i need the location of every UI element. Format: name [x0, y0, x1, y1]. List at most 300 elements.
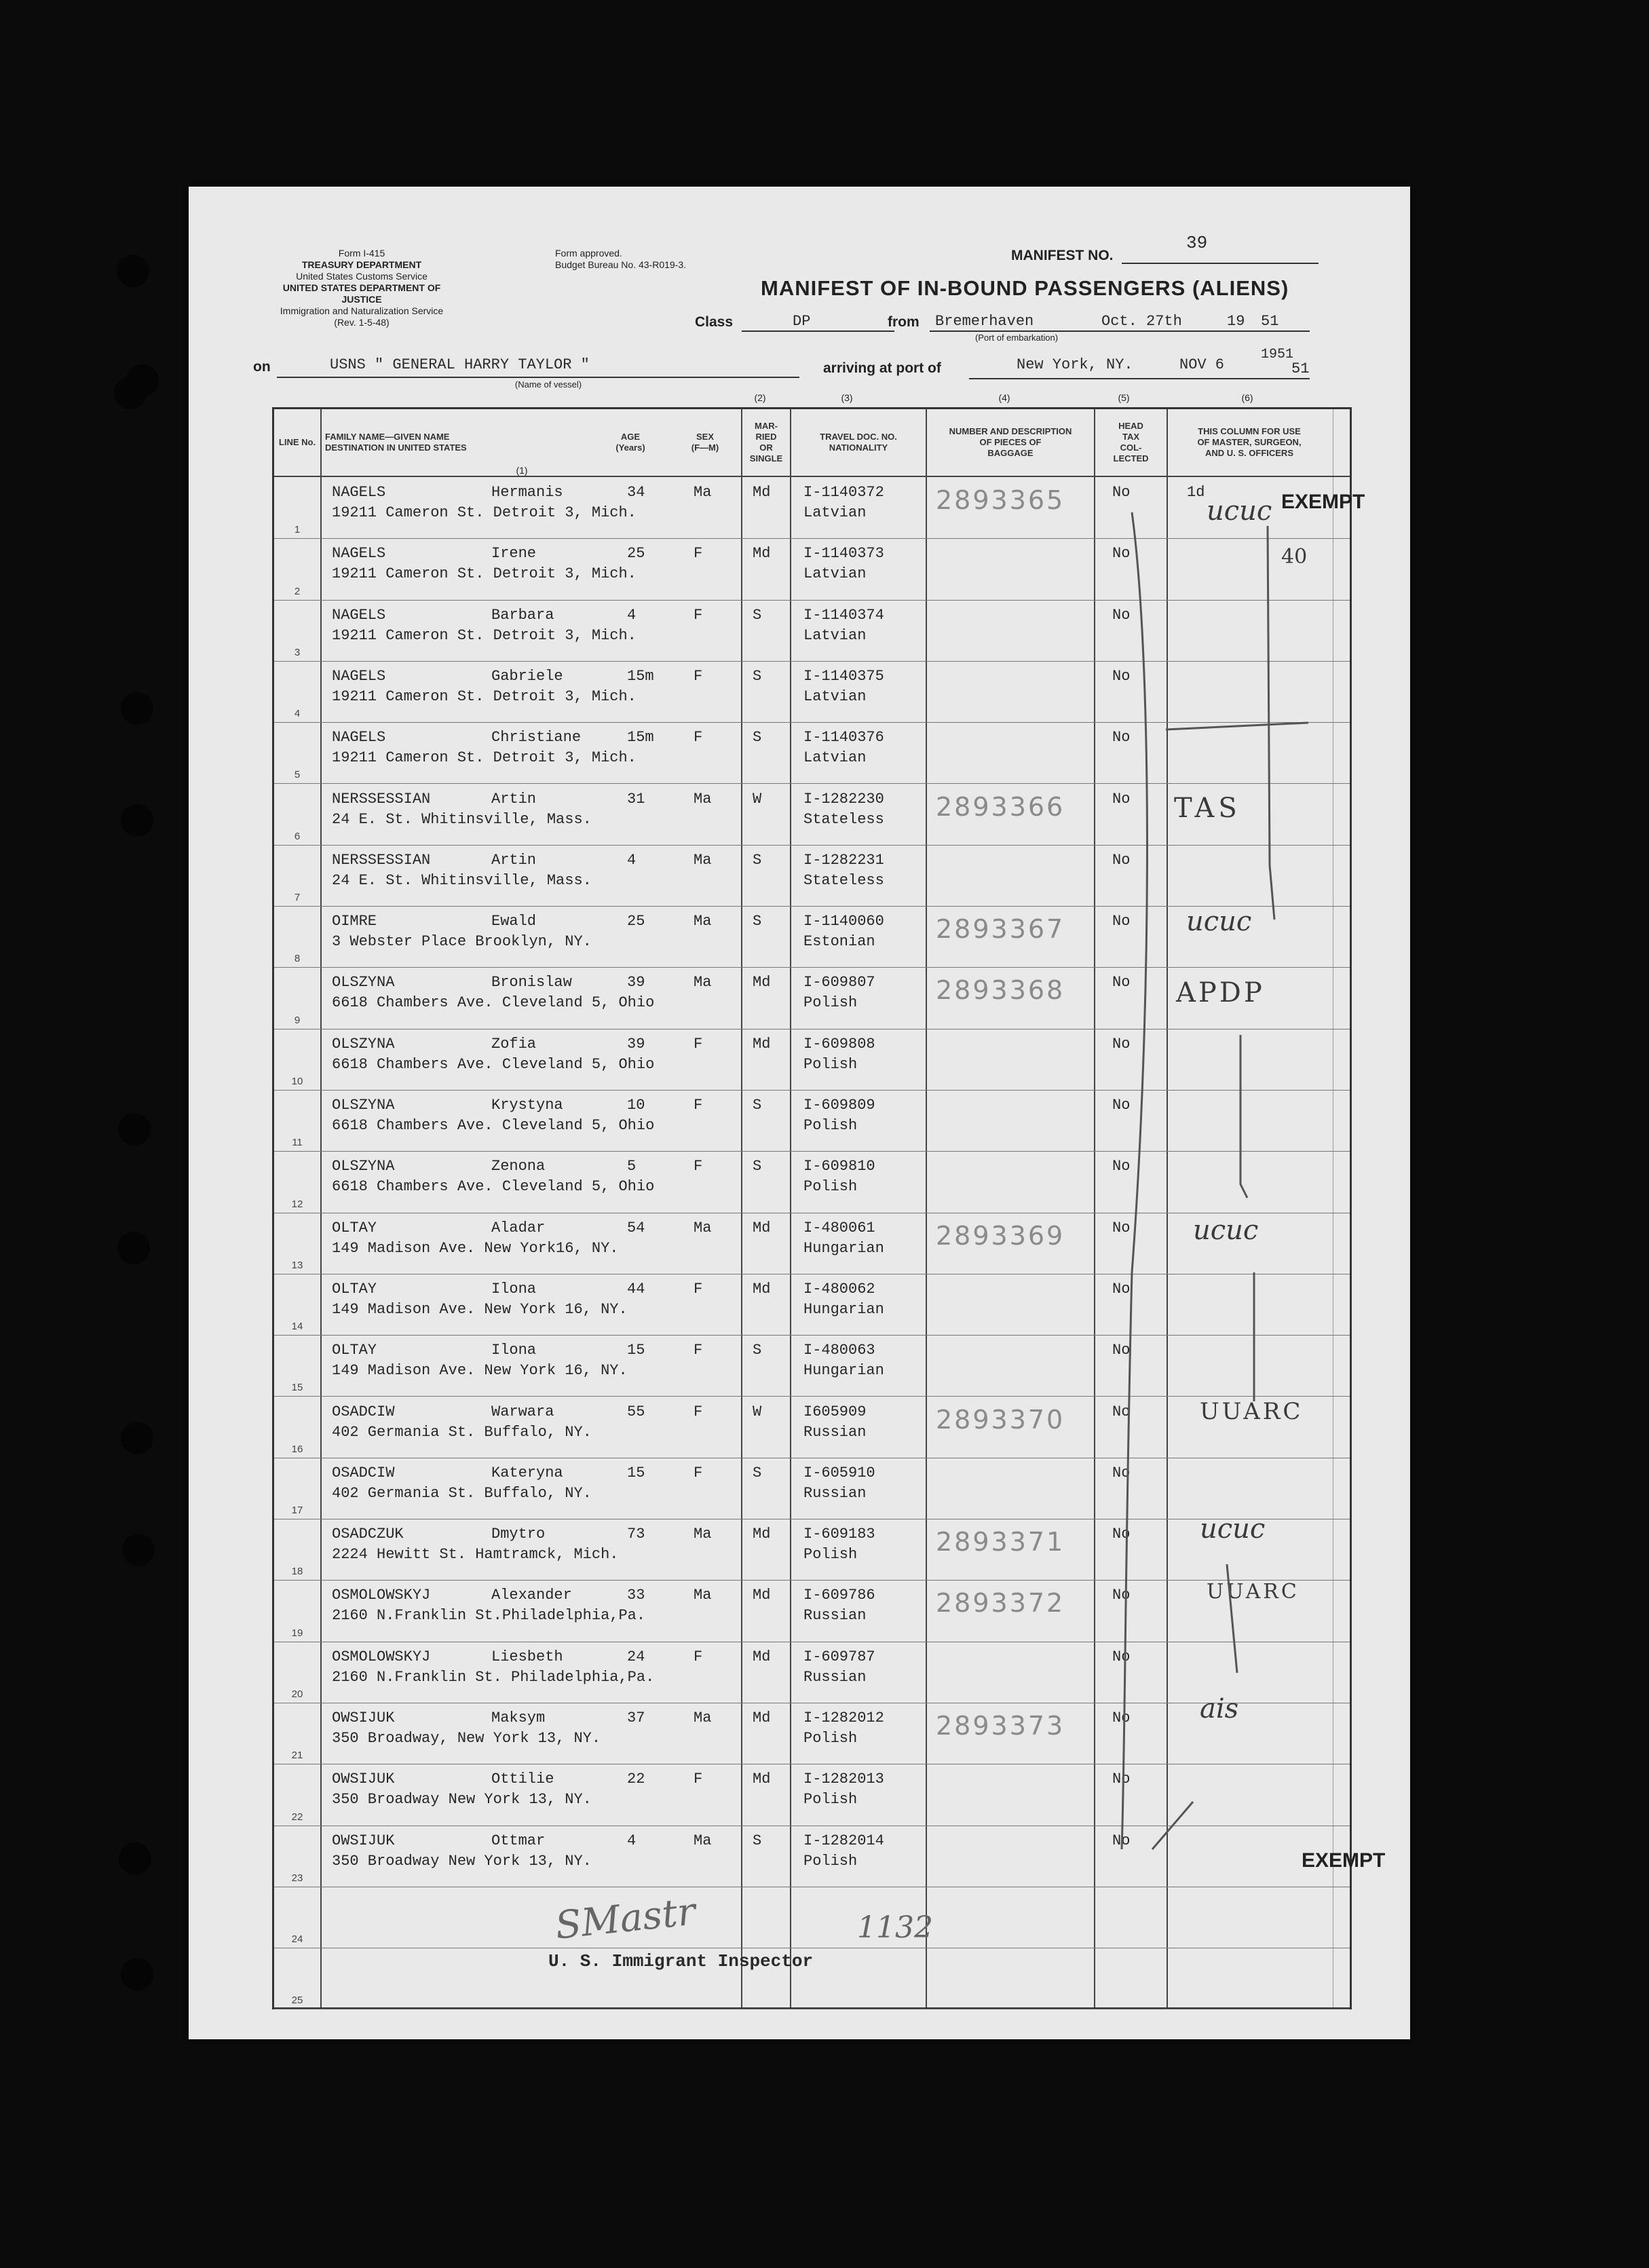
manifest-title: MANIFEST OF IN-BOUND PASSENGERS (ALIENS) — [761, 276, 1289, 300]
age: 31 — [627, 790, 645, 808]
vessel-line — [277, 377, 799, 378]
agency-mark: ucuc — [1200, 1513, 1266, 1545]
agency-mark: UUARC — [1200, 1398, 1304, 1425]
travel-doc-no: I-1140060 — [803, 913, 884, 930]
travel-doc-no: I-1282231 — [803, 851, 884, 869]
sex: Ma — [694, 1526, 712, 1543]
family-name: OWSIJUK — [332, 1832, 395, 1849]
baggage-tag: 2893368 — [936, 975, 1065, 1006]
sex: F — [694, 1280, 703, 1298]
marital-status: Md — [753, 1587, 771, 1604]
age: 55 — [627, 1403, 645, 1420]
family-name: NERSSESSIAN — [332, 851, 431, 869]
travel-doc-no: I-1282013 — [803, 1771, 884, 1788]
travel-doc-no: I-1140372 — [803, 484, 884, 501]
travel-doc-no: I-1282014 — [803, 1832, 884, 1849]
line-number: 9 — [294, 1014, 301, 1026]
punch-hole — [122, 1534, 155, 1566]
family-name: OIMRE — [332, 913, 377, 930]
line-number: 18 — [291, 1566, 303, 1578]
travel-doc-no: I-1140373 — [803, 545, 884, 563]
baggage-tag: 2893372 — [936, 1588, 1065, 1619]
col-header-officers: THIS COLUMN FOR USE OF MASTER, SURGEON, AND U. S. OFFICERS — [1197, 426, 1302, 458]
family-name: OSADCIW — [332, 1464, 395, 1481]
travel-doc-no: I-609786 — [803, 1587, 875, 1604]
sex: Ma — [694, 1709, 712, 1726]
department-block — [263, 248, 460, 328]
col-header-name: FAMILY NAME—GIVEN NAME DESTINATION IN UNITED STATES — [325, 432, 467, 453]
punch-hole — [114, 377, 147, 409]
vessel-caption: (Name of vessel) — [514, 379, 582, 390]
table-row — [274, 1335, 1350, 1397]
table-row — [274, 1458, 1350, 1519]
destination: 350 Broadway, New York 13, NY. — [332, 1730, 601, 1747]
age: 39 — [627, 974, 645, 991]
family-name: OLTAY — [332, 1219, 377, 1236]
on-label: on — [253, 359, 271, 375]
sex: F — [694, 729, 703, 746]
given-name: Liesbeth — [491, 1648, 563, 1665]
sex: Ma — [694, 1832, 712, 1849]
travel-doc-no: I-605910 — [803, 1464, 875, 1481]
family-name: OWSIJUK — [332, 1709, 395, 1726]
line-number: 1 — [294, 524, 301, 536]
col-header-baggage: NUMBER AND DESCRIPTION OF PIECES OF BAGGAGE — [949, 426, 1072, 458]
agency-mark: TAS — [1174, 793, 1241, 824]
given-name: Maksym — [491, 1709, 546, 1726]
travel-doc-no: I-609787 — [803, 1648, 875, 1665]
baggage-tag: 2893369 — [936, 1220, 1065, 1251]
line-number: 24 — [291, 1933, 303, 1946]
destination: 6618 Chambers Ave. Cleveland 5, Ohio — [332, 994, 655, 1012]
given-name: Kateryna — [491, 1464, 563, 1481]
marital-status: Md — [753, 1771, 771, 1788]
destination: 19211 Cameron St. Detroit 3, Mich. — [332, 749, 637, 767]
destination: 149 Madison Ave. New York16, NY. — [332, 1239, 619, 1257]
nationality: Hungarian — [803, 1239, 884, 1257]
manifest-number: 39 — [1186, 233, 1208, 253]
line-number: 5 — [294, 769, 301, 781]
line-number: 20 — [291, 1688, 303, 1700]
sex: F — [694, 1403, 703, 1420]
table-row — [274, 1090, 1350, 1152]
head-tax: No — [1112, 1219, 1131, 1236]
destination: 2160 N.Franklin St. Philadelphia,Pa. — [332, 1668, 655, 1686]
family-name: NAGELS — [332, 484, 386, 501]
from-label: from — [888, 314, 920, 330]
marital-status: Md — [753, 1035, 771, 1053]
line-number: 13 — [291, 1259, 303, 1271]
line-number: 3 — [294, 646, 301, 658]
given-name: Aladar — [491, 1219, 546, 1236]
sex: F — [694, 1035, 703, 1053]
head-tax: No — [1112, 545, 1131, 563]
inspector-signature: SMastr — [553, 1889, 698, 1948]
agency-mark: UUARC — [1207, 1580, 1300, 1604]
family-name: OLTAY — [332, 1342, 377, 1359]
given-name: Dmytro — [491, 1526, 546, 1543]
punch-hole — [117, 1232, 150, 1264]
page-number-mark: 40 — [1281, 545, 1308, 569]
nationality: Hungarian — [803, 1362, 884, 1380]
sex: Ma — [694, 790, 712, 808]
table-row — [274, 600, 1350, 662]
age: 15m — [627, 729, 654, 746]
manifest-no-line — [1122, 263, 1319, 264]
nationality: Stateless — [803, 810, 884, 828]
marital-status: S — [753, 1342, 762, 1359]
baggage-tag: 2893365 — [936, 485, 1065, 515]
line-number: 23 — [291, 1872, 303, 1884]
age: 39 — [627, 1035, 645, 1053]
travel-doc-no: I-609810 — [803, 1158, 875, 1175]
head-tax: No — [1112, 729, 1131, 746]
destination: 19211 Cameron St. Detroit 3, Mich. — [332, 504, 637, 521]
col-header-line: LINE No. — [278, 437, 316, 447]
line-number: 16 — [291, 1443, 303, 1455]
baggage-tag: 2893371 — [936, 1527, 1065, 1557]
destination: 350 Broadway New York 13, NY. — [332, 1791, 592, 1809]
nationality: Polish — [803, 1178, 858, 1196]
table-row — [274, 845, 1350, 907]
table-row — [274, 1887, 1350, 1948]
given-name: Warwara — [491, 1403, 554, 1420]
form-approved: Form approved. — [555, 248, 622, 259]
family-name: OLSZYNA — [332, 974, 395, 991]
given-name: Ilona — [491, 1342, 537, 1359]
age: 44 — [627, 1280, 645, 1298]
line-number: 21 — [291, 1750, 303, 1762]
age: 4 — [627, 606, 637, 624]
table-row — [274, 1151, 1350, 1213]
punch-hole — [121, 804, 153, 837]
marital-status: Md — [753, 545, 771, 563]
head-tax: No — [1112, 1832, 1131, 1849]
col-header-age: AGE (Years) — [615, 432, 645, 453]
nationality: Hungarian — [803, 1300, 884, 1318]
travel-doc-no: I-480063 — [803, 1342, 875, 1359]
marital-status: S — [753, 1158, 762, 1175]
line-number: 22 — [291, 1811, 303, 1823]
vessel-name: USNS " GENERAL HARRY TAYLOR " — [330, 356, 590, 373]
embark-port: Bremerhaven — [935, 313, 1034, 330]
head-tax: No — [1112, 913, 1131, 930]
sex: F — [694, 1648, 703, 1665]
age: 15 — [627, 1464, 645, 1481]
line-number: 2 — [294, 585, 301, 597]
col-num-2: (2) — [754, 392, 766, 403]
given-name: Zofia — [491, 1035, 537, 1053]
family-name: OSMOLOWSKYJ — [332, 1587, 431, 1604]
dept-justice: UNITED STATES DEPARTMENT OF JUSTICE — [282, 282, 441, 305]
sex: F — [694, 1464, 703, 1481]
head-tax: No — [1112, 667, 1131, 685]
given-name: Ottmar — [491, 1832, 546, 1849]
marital-status: Md — [753, 974, 771, 991]
baggage-tag: 2893367 — [936, 914, 1065, 945]
line-number: 12 — [291, 1198, 303, 1210]
head-tax: No — [1112, 1158, 1131, 1175]
table-row — [274, 1519, 1350, 1581]
age: 37 — [627, 1709, 645, 1726]
travel-doc-no: I-1282230 — [803, 790, 884, 808]
sex: Ma — [694, 913, 712, 930]
given-name: Ewald — [491, 913, 537, 930]
marital-status: Md — [753, 1219, 771, 1236]
family-name: NAGELS — [332, 545, 386, 563]
given-name: Gabriele — [491, 667, 563, 685]
col-num-5: (5) — [1118, 392, 1130, 403]
head-tax: No — [1112, 1771, 1131, 1788]
nationality: Latvian — [803, 687, 867, 705]
dept-justice-sub: Immigration and Naturalization Service — [280, 305, 444, 316]
marital-status: S — [753, 1832, 762, 1849]
passenger-table — [272, 407, 1352, 2009]
age: 22 — [627, 1771, 645, 1788]
family-name: OLSZYNA — [332, 1158, 395, 1175]
nationality: Polish — [803, 1546, 858, 1564]
marital-status: Md — [753, 484, 771, 501]
class-line — [742, 330, 894, 332]
punch-hole — [121, 1422, 153, 1454]
travel-doc-no: I-1140376 — [803, 729, 884, 746]
given-name: Artin — [491, 851, 537, 869]
marital-status: S — [753, 606, 762, 624]
age: 54 — [627, 1219, 645, 1236]
given-name: Christiane — [491, 729, 582, 746]
destination: 19211 Cameron St. Detroit 3, Mich. — [332, 565, 637, 583]
family-name: NAGELS — [332, 729, 386, 746]
nationality: Estonian — [803, 933, 875, 951]
arrival-line — [969, 378, 1310, 379]
col-num-1: (1) — [516, 465, 528, 476]
arriving-label: arriving at port of — [823, 360, 941, 376]
marital-status: Md — [753, 1648, 771, 1665]
destination: 149 Madison Ave. New York 16, NY. — [332, 1362, 628, 1380]
nationality: Latvian — [803, 565, 867, 583]
marital-status: Md — [753, 1709, 771, 1726]
table-row — [274, 1213, 1350, 1274]
col-header-travel: TRAVEL DOC. NO. NATIONALITY — [820, 432, 897, 453]
line-number: 15 — [291, 1382, 303, 1394]
manifest-label: MANIFEST NO. — [1011, 248, 1114, 263]
table-row — [274, 1580, 1350, 1642]
signature-number: 1132 — [857, 1910, 933, 1945]
family-name: OLSZYNA — [332, 1035, 395, 1053]
table-row — [274, 722, 1350, 784]
marital-status: S — [753, 1464, 762, 1481]
destination: 6618 Chambers Ave. Cleveland 5, Ohio — [332, 1117, 655, 1134]
line-number: 6 — [294, 830, 301, 842]
given-name: Barbara — [491, 606, 554, 624]
destination: 19211 Cameron St. Detroit 3, Mich. — [332, 687, 637, 705]
approval-block — [555, 248, 718, 271]
family-name: OLTAY — [332, 1280, 377, 1298]
destination: 6618 Chambers Ave. Cleveland 5, Ohio — [332, 1178, 655, 1196]
exempt-stamp: EXEMPT — [1302, 1849, 1386, 1872]
nationality: Russian — [803, 1423, 867, 1441]
marital-status: S — [753, 1097, 762, 1114]
nationality: Latvian — [803, 504, 867, 521]
line-number: 7 — [294, 892, 301, 904]
col-header-sex: SEX (F—M) — [691, 432, 719, 453]
line-number: 8 — [294, 953, 301, 965]
table-row — [274, 1826, 1350, 1887]
family-name: OLSZYNA — [332, 1097, 395, 1114]
destination: 2160 N.Franklin St.Philadelphia,Pa. — [332, 1607, 646, 1625]
family-name: NERSSESSIAN — [332, 790, 431, 808]
travel-doc-no: I-1140375 — [803, 667, 884, 685]
agency-mark: ucuc — [1207, 495, 1272, 527]
baggage-tag: 2893366 — [936, 791, 1065, 822]
age: 24 — [627, 1648, 645, 1665]
given-name: Bronislaw — [491, 974, 572, 991]
line-number: 4 — [294, 708, 301, 720]
given-name: Ilona — [491, 1280, 537, 1298]
age: 25 — [627, 545, 645, 563]
table-row — [274, 1764, 1350, 1826]
head-tax: No — [1112, 974, 1131, 991]
family-name: NAGELS — [332, 606, 386, 624]
marital-status: S — [753, 913, 762, 930]
travel-doc-no: I-609809 — [803, 1097, 875, 1114]
punch-hole — [119, 1842, 151, 1875]
embark-caption: (Port of embarkation) — [974, 333, 1059, 343]
sex: F — [694, 667, 703, 685]
nationality: Latvian — [803, 749, 867, 767]
col-num-4: (4) — [998, 392, 1010, 403]
nationality: Polish — [803, 1055, 858, 1073]
head-tax: No — [1112, 484, 1131, 501]
given-name: Zenona — [491, 1158, 546, 1175]
sex: F — [694, 606, 703, 624]
head-tax: No — [1112, 1648, 1131, 1665]
destination: 402 Germania St. Buffalo, NY. — [332, 1423, 592, 1441]
col-header-headtax: HEAD TAX COL- LECTED — [1113, 421, 1149, 464]
budget-bureau: Budget Bureau No. 43-R019-3. — [555, 259, 687, 270]
family-name: OSMOLOWSKYJ — [332, 1648, 431, 1665]
given-name: Artin — [491, 790, 537, 808]
family-name: OSADCIW — [332, 1403, 395, 1420]
nationality: Russian — [803, 1484, 867, 1502]
col-num-3: (3) — [841, 392, 853, 403]
marital-status: Md — [753, 1280, 771, 1298]
given-name: Krystyna — [491, 1097, 563, 1114]
table-row — [274, 477, 1350, 539]
line-number: 19 — [291, 1627, 303, 1639]
nationality: Polish — [803, 1852, 858, 1870]
destination: 19211 Cameron St. Detroit 3, Mich. — [332, 626, 637, 644]
age: 33 — [627, 1587, 645, 1604]
nationality: Russian — [803, 1607, 867, 1625]
age: 73 — [627, 1526, 645, 1543]
destination: 24 E. St. Whitinsville, Mass. — [332, 871, 592, 889]
head-tax: No — [1112, 1280, 1131, 1298]
col-num-6: (6) — [1241, 392, 1253, 403]
family-name: NAGELS — [332, 667, 386, 685]
embark-year: 51 — [1261, 313, 1279, 330]
age: 5 — [627, 1158, 637, 1175]
destination: 402 Germania St. Buffalo, NY. — [332, 1484, 592, 1502]
nationality: Polish — [803, 994, 858, 1012]
class-label: Class — [695, 314, 734, 330]
age: 4 — [627, 851, 637, 869]
sex: F — [694, 1771, 703, 1788]
agency-mark: ucuc — [1193, 1215, 1259, 1246]
agency-mark: APDP — [1176, 977, 1265, 1008]
sex: F — [694, 1342, 703, 1359]
head-tax: No — [1112, 1403, 1131, 1420]
line-number: 25 — [291, 1995, 303, 2007]
head-tax: No — [1112, 1526, 1131, 1543]
arrival-port: New York, NY. — [1017, 356, 1133, 373]
head-tax: No — [1112, 1709, 1131, 1726]
age: 10 — [627, 1097, 645, 1114]
head-tax: No — [1112, 1342, 1131, 1359]
punch-hole — [121, 692, 153, 725]
line-number: 11 — [292, 1137, 303, 1149]
travel-doc-no: I-609808 — [803, 1035, 875, 1053]
sex: F — [694, 1097, 703, 1114]
head-tax: No — [1112, 1097, 1131, 1114]
age: 4 — [627, 1832, 637, 1849]
head-tax: No — [1112, 790, 1131, 808]
nationality: Polish — [803, 1117, 858, 1134]
baggage-tag: 2893370 — [936, 1404, 1065, 1435]
marital-status: W — [753, 1403, 762, 1420]
family-name: OWSIJUK — [332, 1771, 395, 1788]
travel-doc-no: I605909 — [803, 1403, 867, 1420]
travel-doc-no: I-480061 — [803, 1219, 875, 1236]
dept-treasury-sub: United States Customs Service — [296, 271, 428, 282]
travel-doc-no: I-480062 — [803, 1280, 875, 1298]
age: 15 — [627, 1342, 645, 1359]
age: 15m — [627, 667, 654, 685]
destination: 24 E. St. Whitinsville, Mass. — [332, 810, 592, 828]
travel-doc-no: I-1282012 — [803, 1709, 884, 1726]
age: 34 — [627, 484, 645, 501]
table-row — [274, 661, 1350, 723]
table-row — [274, 1274, 1350, 1336]
form-number: Form I-415 — [338, 248, 385, 259]
given-name: Ottilie — [491, 1771, 554, 1788]
table-row — [274, 1642, 1350, 1703]
exempt-stamp: EXEMPT — [1281, 491, 1365, 513]
nationality: Latvian — [803, 626, 867, 644]
given-name: Alexander — [491, 1587, 572, 1604]
sex: Ma — [694, 1587, 712, 1604]
sex: Ma — [694, 851, 712, 869]
sex: F — [694, 545, 703, 563]
marital-status: W — [753, 790, 762, 808]
destination: 6618 Chambers Ave. Cleveland 5, Ohio — [332, 1055, 655, 1073]
punch-hole — [118, 1113, 151, 1146]
baggage-tag: 2893373 — [936, 1711, 1065, 1741]
destination: 3 Webster Place Brooklyn, NY. — [332, 933, 592, 951]
marital-status: S — [753, 729, 762, 746]
table-row — [274, 538, 1350, 600]
punch-hole — [117, 254, 149, 287]
sex: Ma — [694, 484, 712, 501]
sex: Ma — [694, 1219, 712, 1236]
head-tax: No — [1112, 1035, 1131, 1053]
nationality: Russian — [803, 1668, 867, 1686]
form-revision: (Rev. 1-5-48) — [334, 317, 390, 328]
agency-mark: ais — [1200, 1693, 1239, 1724]
table-row — [274, 1029, 1350, 1091]
table-row — [274, 1397, 1350, 1458]
travel-doc-no: I-1140374 — [803, 606, 884, 624]
